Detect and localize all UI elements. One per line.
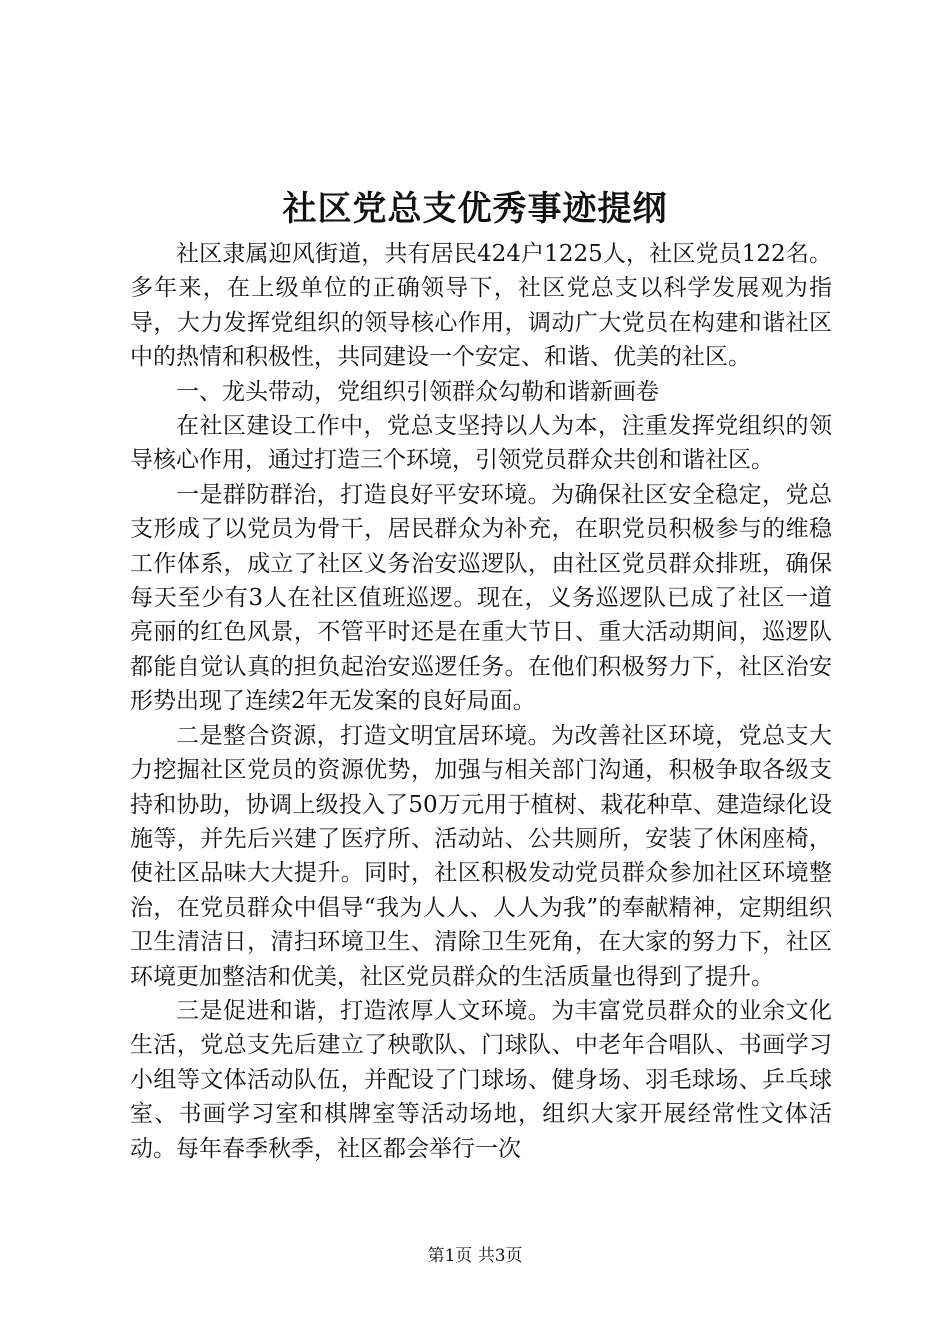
culture-paragraph: 三是促进和谐，打造浓厚人文环境。为丰富党员群众的业余文化生活，党总支先后建立了秧歌队、门球队、中老年合唱队、书画学习小组等文体活动队伍，并配设了门球场、健身场、羽毛球场、乒乓球室、书画学习室和棋牌室等活动场地，组织大家开展经常性文体活动。每年春季秋季，社区都会举行一次 [130,997,832,1162]
section-intro-paragraph: 在社区建设工作中，党总支坚持以人为本，注重发挥党组织的领导核心作用，通过打造三个环境，引领党员群众共创和谐社区。 [130,413,832,474]
safety-paragraph: 一是群防群治，打造良好平安环境。为确保社区安全稳定，党总支形成了以党员为骨干，居民群众为补充，在职党员积极参与的维稳工作体系，成立了社区义务治安巡逻队，由社区党员群众排班，确保每天至少有3人在社区值班巡逻。现在，义务巡逻队已成了社区一道亮丽的红色风景，不管平时还是在重大节日、重大活动期间，巡逻队都能自觉认真的担负起治安巡逻任务。在他们积极努力下，社区治安形势出现了连续2年无发案的良好局面。 [130,481,832,715]
environment-paragraph: 二是整合资源，打造文明宜居环境。为改善社区环境，党总支大力挖掘社区党员的资源优势，加强与相关部门沟通，积极争取各级支持和协助，协调上级投入了50万元用于植树、栽花种草、建造绿化设施等，并先后兴建了医疗所、活动站、公共厕所，安装了休闲座椅，使社区品味大大提升。同时，社区积极发动党员群众参加社区环境整治，在党员群众中倡导“我为人人、人人为我”的奉献精神，定期组织卫生清洁日，清扫环境卫生、清除卫生死角，在大家的努力下，社区环境更加整洁和优美，社区党员群众的生活质量也得到了提升。 [130,722,832,990]
intro-paragraph: 社区隶属迎风街道，共有居民424户1225人，社区党员122名。多年来，在上级单位的正确领导下，社区党总支以科学发展观为指导，大力发挥党组织的领导核心作用，调动广大党员在构建和谐社区中的热情和积极性，共同建设一个安定、和谐、优美的社区。 [130,241,832,371]
page-footer: 第1页 共3页 [427,1246,523,1266]
section-heading: 一、龙头带动，党组织引领群众勾勒和谐新画卷 [176,378,659,405]
document-body [130,237,832,1166]
page-title: 社区党总支优秀事迹提纲 [282,189,668,229]
